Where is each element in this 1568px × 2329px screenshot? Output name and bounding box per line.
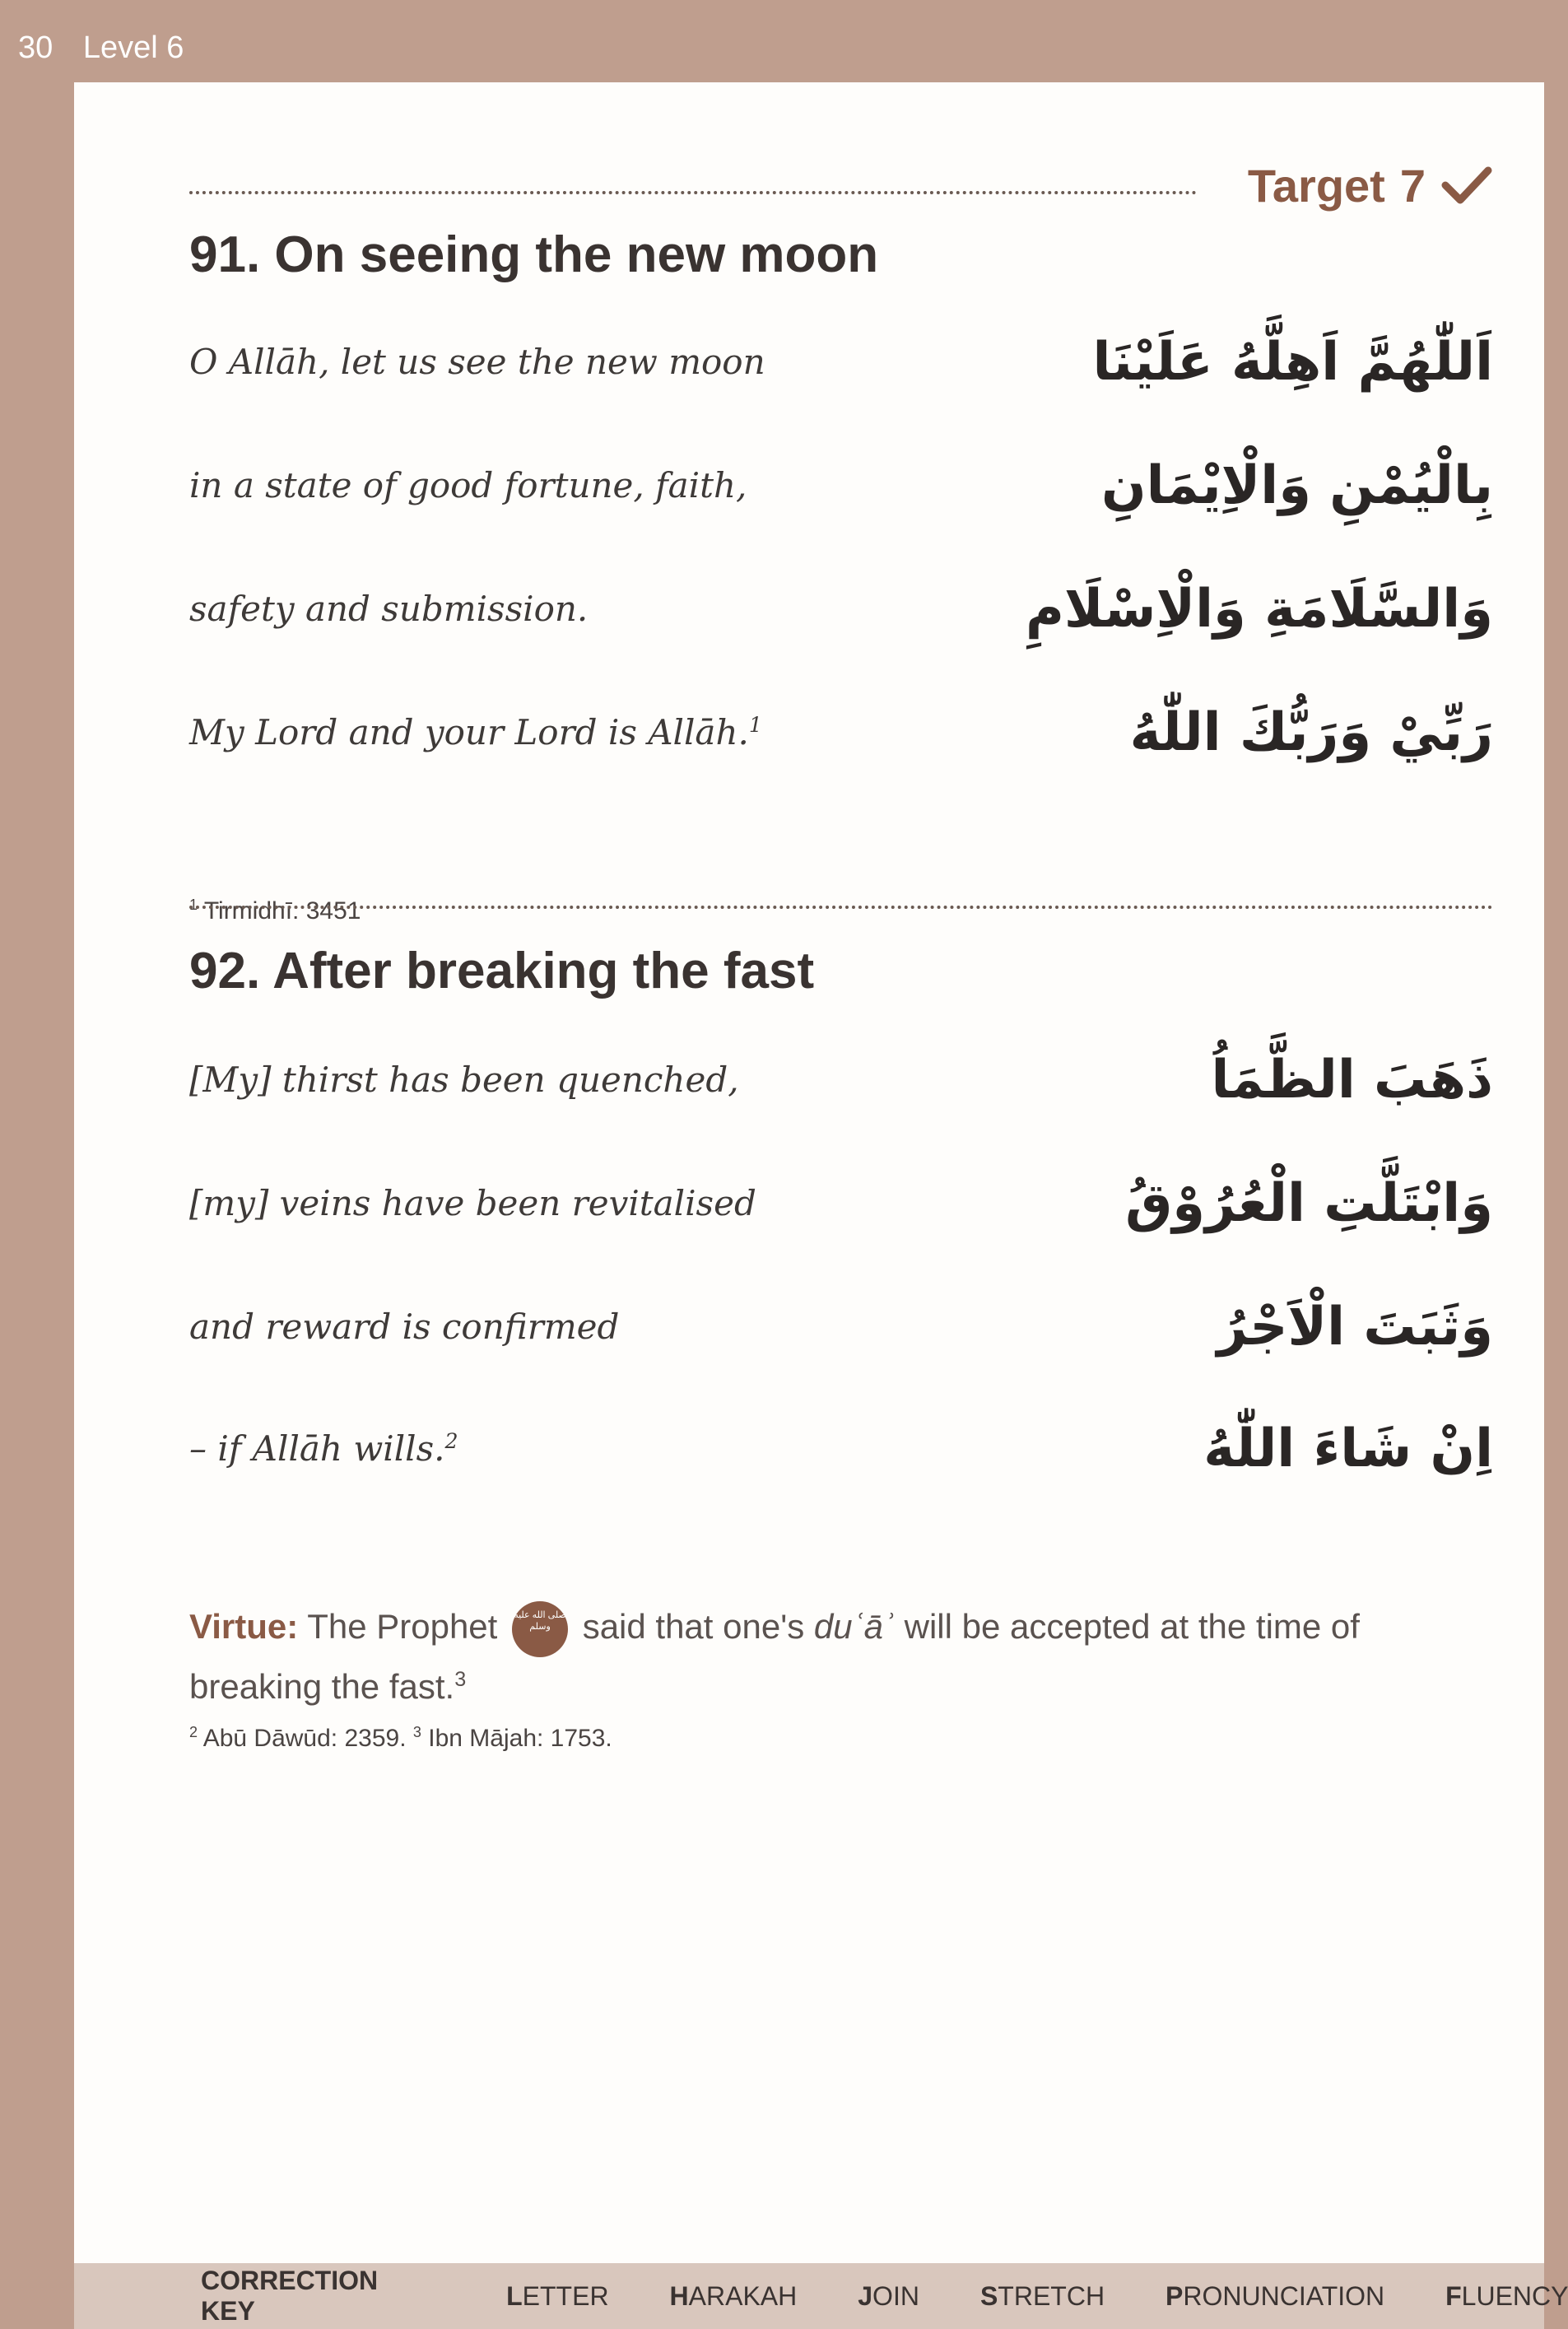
- footnote-text: Ibn Mājah: 1753.: [428, 1725, 612, 1752]
- footnote-marker: 1: [748, 713, 762, 737]
- english-text: My Lord and your Lord is Allāh.: [189, 712, 749, 752]
- virtue-text: The Prophet: [307, 1607, 498, 1646]
- key-initial: J: [858, 2280, 873, 2311]
- virtue-text: will be accepted at the time of breaking the fast.: [189, 1607, 1360, 1706]
- section-heading-92: 92. After breaking the fast: [189, 943, 815, 999]
- english-line: [My] thirst has been quenched,: [189, 1060, 739, 1100]
- key-initial: H: [669, 2280, 689, 2311]
- correction-key-item: [1166, 2281, 1384, 2312]
- dua-line: [189, 1039, 1493, 1121]
- correction-key-item: [506, 2281, 608, 2312]
- footnote-text: Abū Dāwūd: 2359.: [202, 1725, 407, 1752]
- footnote-marker: 2: [189, 1724, 198, 1740]
- virtue-paragraph: [189, 1597, 1493, 1716]
- page-header: [18, 23, 205, 72]
- virtue-dua-term: duʿāʾ: [813, 1607, 895, 1646]
- footnote-marker: 3: [412, 1724, 421, 1740]
- english-line: safety and submission.: [189, 589, 589, 629]
- target-label: Target: [1247, 159, 1385, 212]
- key-rest: ETTER: [522, 2280, 609, 2311]
- correction-key-item: [980, 2281, 1105, 2312]
- key-rest: ARAKAH: [688, 2280, 798, 2311]
- section-divider: [189, 191, 1197, 194]
- footnote: [189, 897, 361, 925]
- english-line: O Allāh, let us see the new moon: [189, 342, 765, 382]
- check-icon: [1440, 164, 1493, 207]
- dua-line: [189, 1408, 1493, 1490]
- section-heading-91: 91. On seeing the new moon: [189, 226, 879, 283]
- arabic-line: وَثَبَتَ الْاَجْرُ: [1217, 1297, 1493, 1358]
- arabic-line: رَبِّيْ وَرَبُّكَ اللّٰهُ: [1129, 702, 1493, 763]
- page-content: [189, 82, 1493, 2263]
- correction-key-label: CORRECTION KEY: [201, 2266, 379, 2326]
- arabic-line: اِنْ شَاءَ اللّٰهُ: [1203, 1418, 1493, 1479]
- footnote-text: Tirmidhī: 3451: [203, 897, 361, 925]
- english-text: – if Allāh wills.: [189, 1428, 445, 1469]
- page-sheet: [74, 82, 1544, 2263]
- key-rest: LUENCY: [1461, 2280, 1568, 2311]
- target-badge: [1248, 156, 1493, 214]
- english-line: and reward is confirmed: [189, 1307, 620, 1347]
- correction-key-item: [670, 2281, 798, 2312]
- arabic-line: ذَهَبَ الظَّمَاُ: [1211, 1050, 1493, 1111]
- arabic-line: وَالسَّلَامَةِ وَالْاِسْلَامِ: [1026, 579, 1493, 640]
- english-line: [my] veins have been revitalised: [189, 1183, 756, 1223]
- dua-line: [189, 568, 1493, 650]
- correction-key-bar: [74, 2263, 1568, 2329]
- page-number: 30: [18, 30, 54, 65]
- virtue-text: said that one's: [582, 1607, 805, 1646]
- correction-key-item: [1445, 2281, 1568, 2312]
- section-divider: [189, 906, 1493, 909]
- footnote: [189, 1725, 612, 1753]
- dua-line: [189, 1162, 1493, 1245]
- dua-line: [189, 1286, 1493, 1368]
- english-line: [189, 692, 762, 774]
- arabic-line: وَابْتَلَّتِ الْعُرُوْقُ: [1125, 1173, 1493, 1234]
- arabic-line: بِالْيُمْنِ وَالْاِيْمَانِ: [1101, 455, 1493, 516]
- dua-line: [189, 321, 1493, 403]
- virtue-label: Virtue:: [189, 1607, 299, 1646]
- dua-line: [189, 445, 1493, 527]
- key-initial: L: [506, 2280, 523, 2311]
- footnote-marker: 2: [444, 1429, 458, 1453]
- correction-key-item: [858, 2281, 919, 2312]
- key-rest: OIN: [872, 2280, 919, 2311]
- footnote-marker: 3: [454, 1667, 467, 1691]
- english-line: [189, 1408, 458, 1490]
- key-initial: S: [979, 2280, 998, 2311]
- footnote-marker: 1: [189, 897, 198, 913]
- key-rest: RONUNCIATION: [1183, 2280, 1385, 2311]
- target-number: 7: [1399, 159, 1426, 212]
- arabic-line: اَللّٰهُمَّ اَهِلَّهُ عَلَيْنَا: [1092, 332, 1493, 393]
- key-rest: TRETCH: [998, 2280, 1105, 2311]
- salutation-seal-icon: صلى الله عليه وسلم: [512, 1601, 568, 1657]
- dua-line: [189, 692, 1493, 774]
- key-initial: P: [1166, 2280, 1184, 2311]
- key-initial: F: [1445, 2280, 1462, 2311]
- english-line: in a state of good fortune, faith,: [189, 465, 747, 505]
- level-label: Level 6: [82, 30, 184, 65]
